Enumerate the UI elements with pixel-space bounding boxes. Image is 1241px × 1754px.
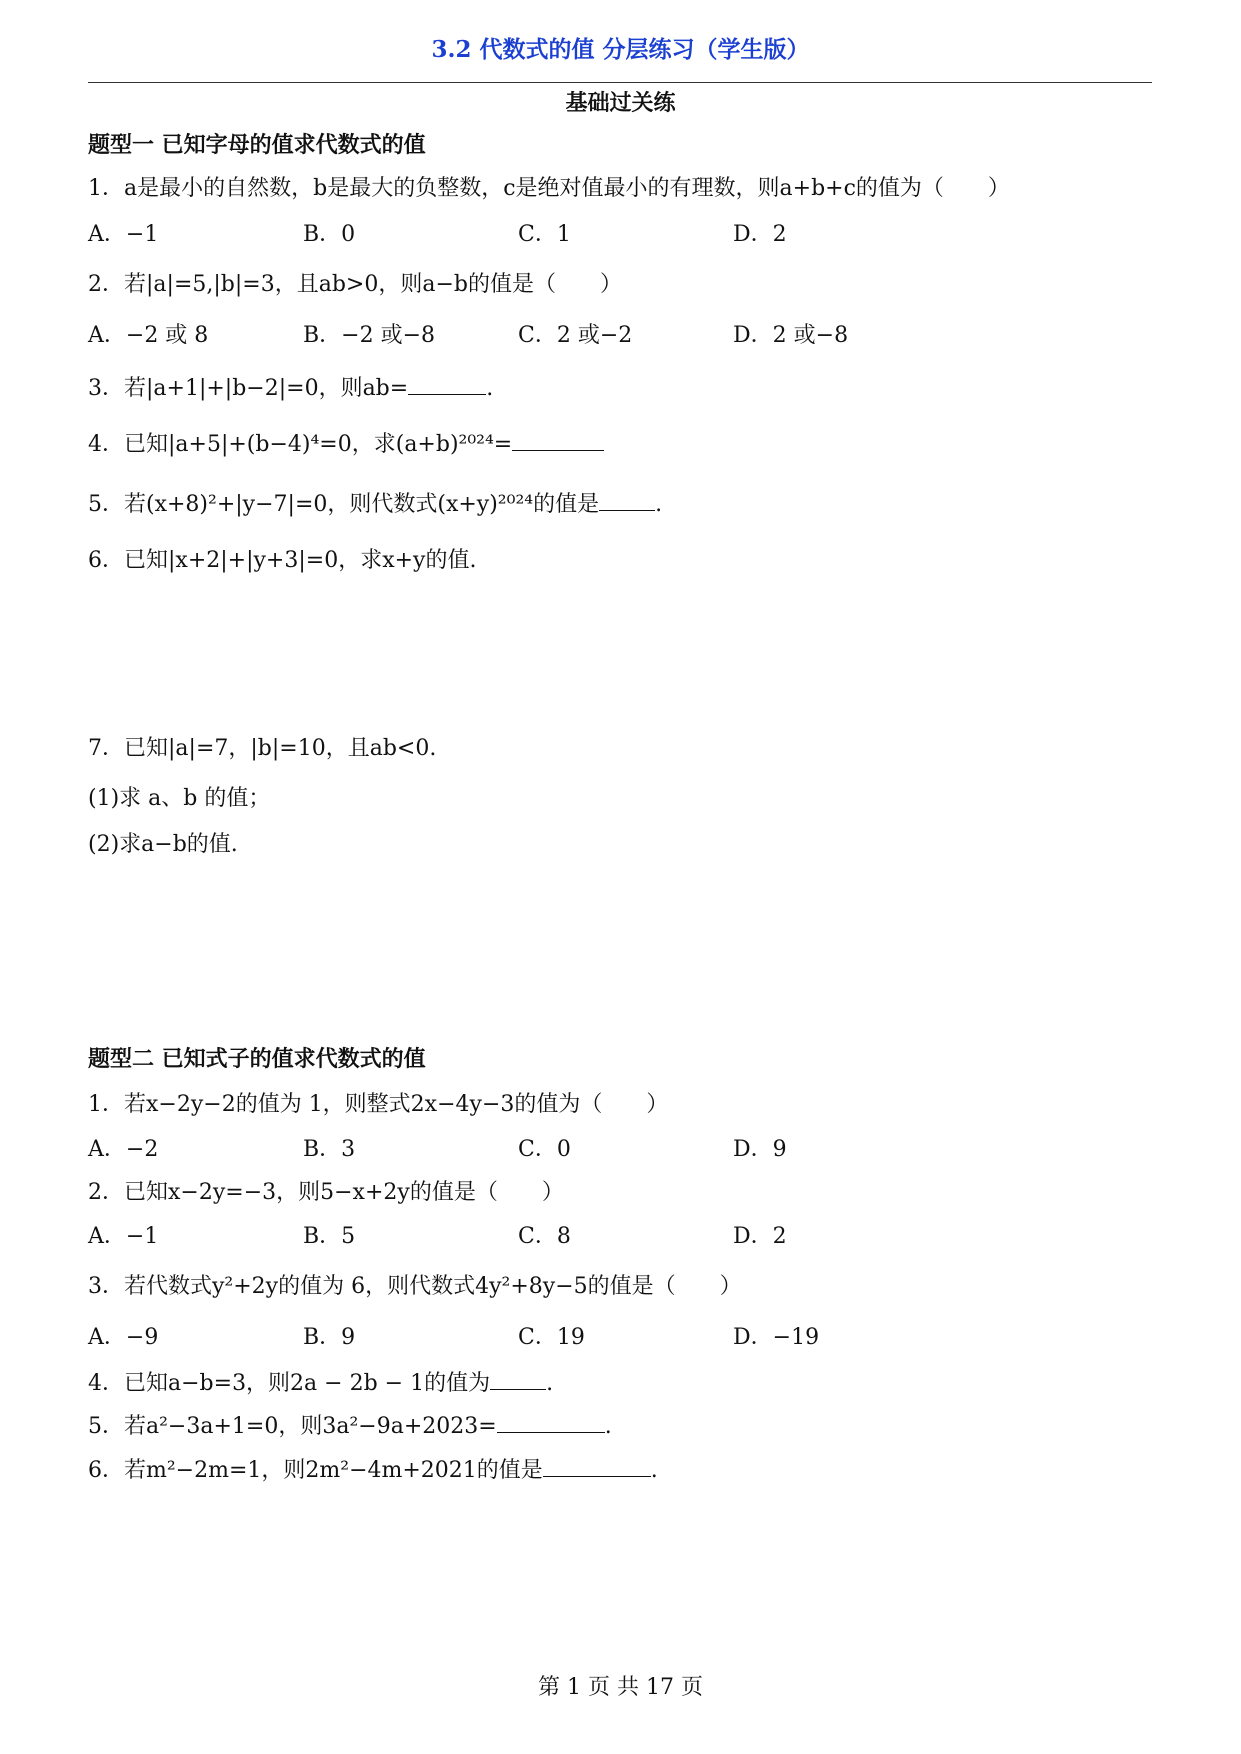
type2-q2-stem: 2．已知x−2y=−3，则5−x+2y的值是（ ） [88, 1180, 564, 1205]
type1-q5-stem: 5．若(x+8)²+|y−7|=0，则代数式(x+y)²⁰²⁴的值是 [88, 492, 600, 517]
page-footer: 第 1 页 共 17 页 [538, 1675, 703, 1700]
type2-q5-stem: 5．若a²−3a+1=0，则3a²−9a+2023= [88, 1414, 497, 1439]
type2-q1-option-b: B．3 [303, 1137, 356, 1162]
type2-q3-option-d: D．−19 [733, 1325, 820, 1350]
type1-q5 [88, 490, 662, 518]
type1-q1-option-c: C．1 [518, 222, 571, 247]
answer-blank [543, 1456, 651, 1477]
type2-q2-option-b: B．5 [303, 1224, 356, 1249]
type2-q5-tail: . [604, 1414, 612, 1439]
type1-q7-part2: (2)求a−b的值. [88, 832, 238, 857]
page-title: 3.2 代数式的值 分层练习（学生版） [431, 36, 810, 63]
type2-q1-option-c: C．0 [518, 1137, 571, 1162]
type2-q3-option-b: B．9 [303, 1325, 356, 1350]
type2-q3-option-c: C．19 [518, 1325, 585, 1350]
type2-q2-option-d: D．2 [733, 1224, 787, 1249]
type1-q2-option-b: B．−2 或−8 [303, 323, 436, 348]
type2-q6-tail: . [650, 1458, 658, 1483]
type2-q3-stem: 3．若代数式y²+2y的值为 6，则代数式4y²+8y−5的值是（ ） [88, 1274, 742, 1299]
type1-q2-option-a: A．−2 或 8 [88, 323, 209, 348]
type1-q1-option-b: B．0 [303, 222, 356, 247]
section-heading: 基础过关练 [565, 90, 676, 116]
type1-q2-option-c: C．2 或−2 [518, 323, 633, 348]
type2-q1-option-d: D．9 [733, 1137, 787, 1162]
answer-blank [497, 1412, 605, 1433]
type1-q3 [88, 374, 493, 402]
type1-q3-stem: 3．若|a+1|+|b−2|=0，则ab= [88, 376, 409, 401]
type2-q4-stem: 4．已知a−b=3，则2a − 2b − 1的值为 [88, 1371, 491, 1396]
header-rule [88, 82, 1152, 83]
type1-q7-part1: (1)求 a、b 的值； [88, 786, 271, 811]
type1-q1-option-d: D．2 [733, 222, 787, 247]
type2-q2-option-a: A．−1 [88, 1224, 159, 1249]
type1-q6-stem: 6．已知|x+2|+|y+3|=0，求x+y的值. [88, 548, 477, 573]
type1-q1-option-a: A．−1 [88, 222, 159, 247]
answer-blank [599, 490, 655, 511]
type1-q4 [88, 430, 604, 458]
type1-q5-tail: . [655, 492, 663, 517]
type2-q6-stem: 6．若m²−2m=1，则2m²−4m+2021的值是 [88, 1458, 543, 1483]
answer-blank [408, 374, 486, 395]
type2-q1-stem: 1．若x−2y−2的值为 1，则整式2x−4y−3的值为（ ） [88, 1092, 669, 1117]
type1-q1-stem: 1．a是最小的自然数，b是最大的负整数，c是绝对值最小的有理数，则a+b+c的值为（ ） [88, 176, 1010, 201]
type1-q7-stem: 7．已知|a|=7，|b|=10，且ab<0. [88, 736, 437, 761]
type1-q3-tail: . [486, 376, 494, 401]
type2-q2-option-c: C．8 [518, 1224, 571, 1249]
type1-q4-stem: 4．已知|a+5|+(b−4)⁴=0，求(a+b)²⁰²⁴= [88, 432, 513, 457]
type1-q2-stem: 2．若|a|=5,|b|=3，且ab>0，则a−b的值是（ ） [88, 272, 622, 297]
type1-q2-option-d: D．2 或−8 [733, 323, 849, 348]
type2-q4 [88, 1369, 553, 1397]
type2-q4-tail: . [546, 1371, 554, 1396]
type2-q1-option-a: A．−2 [88, 1137, 159, 1162]
type2-q3-option-a: A．−9 [88, 1325, 159, 1350]
type2-q5 [88, 1412, 612, 1440]
answer-blank [512, 430, 604, 451]
answer-blank [490, 1369, 546, 1390]
type2-q6 [88, 1456, 658, 1484]
type2-heading: 题型二 已知式子的值求代数式的值 [88, 1046, 426, 1072]
type1-heading: 题型一 已知字母的值求代数式的值 [88, 132, 426, 158]
